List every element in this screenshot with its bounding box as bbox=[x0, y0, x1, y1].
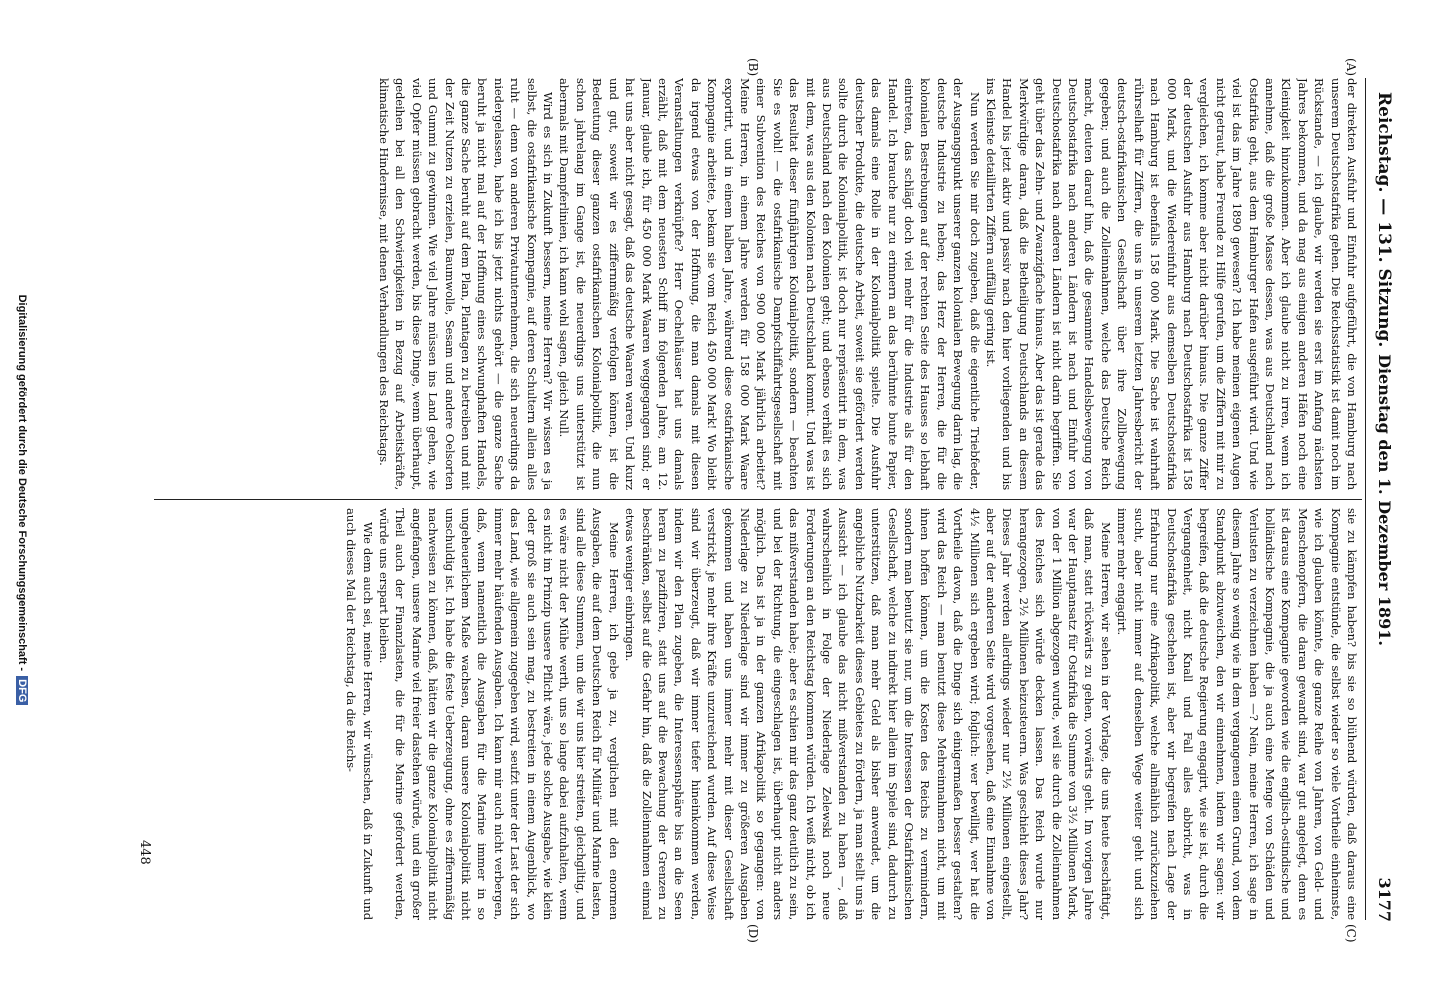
page-header bbox=[1370, 0, 1394, 1000]
header-session: Reichstag. — 131. Sitzung. bbox=[1374, 92, 1394, 348]
header-rule bbox=[1365, 78, 1366, 920]
paragraph: Meine Herren, ich gebe ja zu, verglichen mit den enormen Ausgaben, die auf dem Deutschen Reich für Militär und Marine lasten, sind alle diese Summen, um die wir uns hier streiten, gleichgiltig, und es wäre nicht der Mühe werth, uns so lange dabei aufzuhalten, wenn es nicht im Prinzip unsere Pflicht wäre, jede solche Ausgabe, wie klein oder groß sie auch sein mag, zu bestreiten in einem Augenblick, wo das Land, wie allgemein zugegeben wird, seufzt unter der Last der sich immer mehr häufenden Ausgaben. Ich kann mir auch nicht verbergen, daß, wenn namentlich die Ausgaben für die Marine immer in so ungeheuerlichem Maße wachsen, daran unsere Kolonialpolitik nicht unschuldig ist. Ich habe die feste Ueberzeugung, ohne es ziffernmäßig nachweisen zu können, daß, hätten wir die ganze Kolonialpolitik nicht angefangen, unsere Marine viel freier dastehen würde, und ein großer Theil auch der Finanzlasten, die für die Marine gefordert werden, würde uns erspart bleiben. bbox=[377, 508, 621, 920]
paragraph: Wie dem auch sei, meine Herren, wir wünschen, daß in Zukunft und auch dieses Mal der Reichstag, da die Reichs- bbox=[344, 508, 375, 920]
paragraph: Meine Herren, wir sehen in der Vorlage, die uns heute beschäftigt, daß man, statt rückwärts zu gehen, vorwärts geht. Im vorigen Jahre war der Hauptansatz für Ostafrika die Summe von 3½ Millionen Mark, von der 1 Million abgezogen wurde, weil sie durch die Zolleinnahmen des Reiches sich würde decken lassen. Das Reich wurde nur herangezogen, 2½ Millionen beizusteuern. Was geschieht dieses Jahr? Dieses Jahr werden allerdings wieder nur 2½ Millionen eingestellt, aber auf der anderen Seite wird vorgesehen, daß eine Einnahme von 4½ Millionen sich ergeben wird; folglich: wer bewilligt, wer hat die Vortheile davon, daß die Dinge sich einigermaßen besser gestalten? wird das Reich — man benutzt diese Mehreinnahmen nicht, um mit ihnen hoffen können, um die Kosten des Reichs zu vermindern, sondern man benutzt sie nur, um die Interessen der Ostafrikanischen Gesellschaft, welche zu indirekt hier allein im Spiele sind, dadurch zu unterstützen, daß man mehr Geld als bisher anwendet, um die angebliche Nutzbarkeit dieses Gebietes zu fördern, ja man stellt uns in Aussicht — ich glaube das nicht mißverstanden zu haben —, daß wahrscheinlich in Folge der Niederlage Zelewski noch neue Forderungen an den Reichstag kommen würden. Ich weiß nicht, ob ich das mißverstanden habe; aber es schien mir das ganz deutlich zu sein, und bei der Richtung, die eingeschlagen ist, überhaupt nicht anders möglich. Das ist ja in der ganzen Afrikapolitik so gegangen: von Niederlage zu Niederlage sind wir immer zu größeren Ausgaben gekommen und haben uns immer mehr mit dieser Gesellschaft verstrickt, je mehr ihre Kräfte unzureichend wurden. Auf diese Weise sind wir überzeugt, daß wir immer tiefer hineinkommen werden, indem wir den Plan zugeben, die Interessensphäre bis an die Seen heran zu pazifiziren, statt uns auf die Bewachung der Grenzen zu beschränken, selbst auf die Gefahr hin, daß die Zolleinnahmen einmal etwas weniger einbringen. bbox=[623, 508, 1113, 920]
header-date: Dienstag den 1. Dezember 1891. bbox=[1375, 354, 1394, 646]
dfg-logo: DFG bbox=[16, 676, 28, 705]
footer-text: Digitalisierung gefördert durch die Deutsche Forschungsgemeinschaft - bbox=[16, 294, 28, 672]
right-text-column bbox=[152, 508, 1360, 920]
margin-marker-a: (A) bbox=[1344, 58, 1358, 77]
left-text-column bbox=[152, 78, 1360, 490]
paragraph: der direkten Ausfuhr und Einfuhr aufgeführt, die von Hamburg nach unserem Deutschostafrika gehen. Die Reichsstatistik ist damit noch im Rückstande, — ich glaube, wir werden sie erst im Anfang nächsten Jahres bekommen, und da mag aus einigen anderen Häfen noch eine Kleinigkeit hinzukommen. Aber ich glaube nicht zu irren, wenn ich annehme, daß die große Masse dessen, was aus Deutschland nach Ostafrika geht, aus dem Hamburger Hafen ausgeführt wird. Und wie viel ist das im Jahre 1890 gewesen? Ich habe meinen eigenen Augen nicht getraut, habe Freunde zu Hilfe gerufen, um die Ziffern mit mir zu vergleichen, ich komme aber nicht darüber hinaus. Die ganze Ziffer der deutschen Ausfuhr aus Hamburg nach Deutschostafrika ist 158 000 Mark, und die Wiedereinfuhr aus demselben Deutschostafrika nach Hamburg ist ebenfalls 158 000 Mark. Die Sache ist wahrhaft rührselhaft für Ziffern, die uns in unserem letzten Jahresbericht der deutsch-ostafrikanischen Gesellschaft über ihre Zollbewegung gegeben; und auch die Zolleinnahmen, welche das Deutsche Reich macht, deuten darauf hin, daß die gesammte Handelsbewegung von Deutschostafrika nach anderen Ländern ist nach und Einfuhr von Deutschostafrika nach anderen Ländern ist nicht darin begriffen. Sie geht über das Zehn- und Zwanzigfache hinaus. Aber das ist gerade das Merkwürdige daran, daß die Betheiligung Deutschlands an diesem Handel bis jetzt aktiv und passiv nach den hier vorliegenden und bis ins Kleinste detaillirten Ziffern auffällig gering ist. bbox=[984, 78, 1359, 490]
paragraph: sie zu kämpfen haben? bis sie so blühend würden, daß daraus eine Kompagnie entstünde, die selbst wieder so viele Vortheile einheimste, wie ich glauben könnte, die ganze Reihe von Jahren, von Geld- und Menschenopfern, die daran gewandt sind, war gut angelegt, denn es ist daraus eine Kompagnie geworden wie die englisch-ostindische und holländische Kompagnie, die ja auch eine Menge von Schäden und Verlusten zu verzeichnen haben —? Nein, meine Herren, ich sage in diesem Jahre so wenig wie in dem vergangenen einen Grund, von dem Standpunkt abzuweichen, den wir einnehmen, indem wir sagen: wir begreifen, daß die deutsche Regierung engagirt, wie sie ist, durch die Vergangenheit, nicht Knall und Fall alles abbricht, was in Deutschostafrika geschehen ist, aber wir begreifen nach Lage der Erfahrung nur eine Afrikapolitik, welche allmählich zurückzuziehen sucht, aber nicht immer auf denselben Wege weiter geht und sich immer mehr engagirt. bbox=[1115, 508, 1359, 920]
header-column-number: 3177 bbox=[1375, 877, 1394, 922]
margin-marker-c: (C) bbox=[1344, 924, 1358, 943]
paragraph: Nun werden Sie mir doch zugeben, daß die eigentliche Triebfeder, der Ausgangspunkt unserer ganzen kolonialen Bewegung darin lag, die deutsche Industrie zu heben; das Herz der Herren, die für die kolonialen Bestrebungen auf der rechten Seite des Hauses so lebhaft eintreten, das schlägt doch viel mehr für die Industrie als für den Handel. Ich brauche nur zu erinnern an das berühmte bunte Papier, das damals eine Rolle in der Kolonialpolitik spielte. Die Ausfuhr deutscher Produkte, die deutsche Arbeit, soweit sie gefördert werden sollte durch die Kolonialpolitik, ist doch nur repräsentirt in dem, was aus Deutschland nach den Kolonien geht; und ebenso verhält es sich mit dem, was aus den Kolonien nach Deutschland kommt. Und was ist das Resultat dieser fünfjährigen Kolonialpolitik, sondern — beachten Sie es wohl! — die ostafrikanische Dampfschiffahrtsgesellschaft mit einer Subvention des Reiches von 900 000 Mark jährlich arbeitet? Meine Herren, in einem Jahre werden für 158 000 Mark Waare exportirt, und in einem halben Jahre, während diese ostafrikanische Kompagnie arbeitete, bekam sie vom Reich 450 000 Mark! Wo bleibt da irgend etwas von der Hoffnung, die man damals mit diesen Veranstaltungen verknüpfte? Herr Oechelhäuser hat uns damals erzählt, daß mit dem neuesten Schiff im folgenden Jahre, am 12. Januar, glaube ich, für 450 000 Mark Waaren weggegangen sind; er hat uns aber nicht gesagt, daß das deutsche Waaren waren. Und kurz und gut, soweit wir es ziffernmäßig verfolgen können, ist die Bedeutung dieser ganzen ostafrikanischen Kolonialpolitik, die nun schon jahrelang im Gange ist, die neuerdings uns unterstützt ist abermals mit Dampferlinien, ich kann wohl sagen, gleich Null. bbox=[557, 78, 982, 490]
paragraph: Wird es sich in Zukunft bessern, meine Herren? Wir wissen es ja selbst, die ostafrikanische Kompagnie, auf deren Schultern allein alles ruht — denn von anderen Privatunternehmen, die sich neuerdings da niedergelassen, habe ich bis jetzt nichts gehört — die ganze Sache beruht ja nicht mal auf der Hoffnung eines schwunghaften Handels, die ganze Sache beruht auf dem Plan, Plantagen zu betreiben und mit der Zeit Nutzen zu erzielen, Baumwolle, Sesam und andere Oelsorten und Gummi zu gewinnen. Wie viel Jahre müssen ins Land gehen, wie viel Opfer müssen gebracht werden, bis diese Dinge, wenn überhaupt, gedeihen bei all den Schwierigkeiten in Bezug auf Arbeitskräfte, klimatische Hindernisse, mit denen Verhandlungen des Reichstags. bbox=[377, 78, 556, 490]
margin-marker-b: (B) bbox=[746, 58, 760, 77]
column-divider bbox=[154, 499, 1362, 500]
margin-marker-d: (D) bbox=[746, 924, 760, 943]
page-number: 448 bbox=[137, 840, 152, 865]
digitization-footer bbox=[16, 0, 28, 1000]
